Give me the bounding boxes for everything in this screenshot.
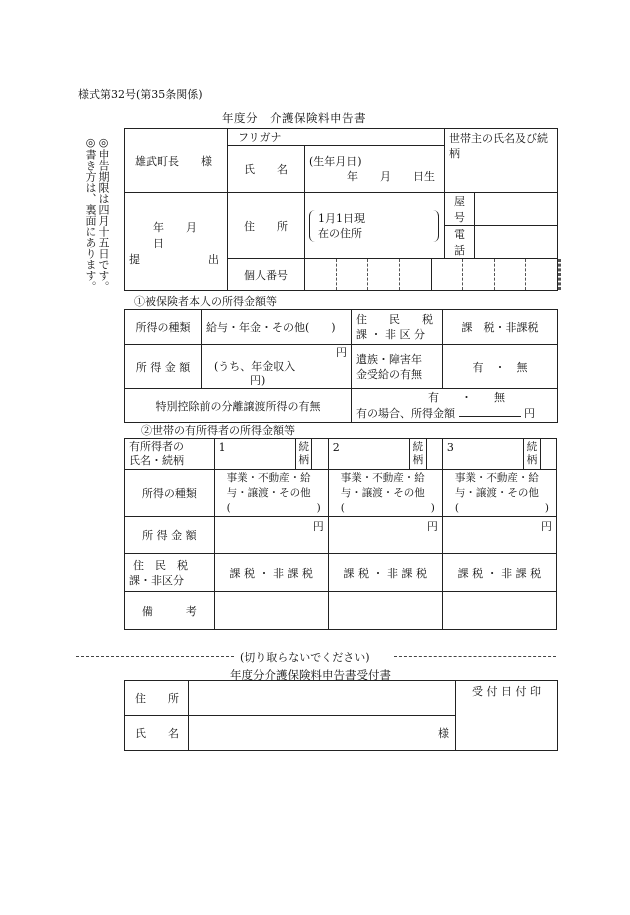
- relation-label: 続: [526, 441, 538, 453]
- section2-heading: ②世帯の有所得者の所得金額等: [141, 424, 295, 437]
- remarks-label-cell: [125, 592, 215, 630]
- pension-yen: 円): [250, 374, 266, 387]
- receipt-address-field[interactable]: [189, 681, 456, 716]
- section1-heading: ①被保険者本人の所得金額等: [134, 295, 277, 308]
- digit-box[interactable]: [431, 259, 463, 290]
- digit-box[interactable]: [525, 259, 557, 290]
- special-deduction-amount-label: 有の場合、所得金額: [356, 407, 455, 420]
- paren-close: ): [430, 501, 435, 514]
- income-type-line: 与・譲渡・その他: [226, 486, 311, 499]
- earner-name-field-3[interactable]: [442, 439, 524, 470]
- earner-income-type-field-1[interactable]: [214, 470, 328, 517]
- cut-line-left: [76, 656, 234, 657]
- receipt-title: 年度分介護保険料申告書受付書: [230, 668, 391, 682]
- earner-tax-field-3[interactable]: [442, 554, 556, 592]
- remarks-field-1[interactable]: [214, 592, 328, 630]
- digit-box[interactable]: [494, 259, 526, 290]
- special-deduction-field[interactable]: [352, 389, 558, 423]
- remarks-field-3[interactable]: [442, 592, 556, 630]
- income-type-line: 事業・不動産・給: [226, 471, 311, 484]
- address-note-bracket: [309, 210, 439, 242]
- name-label: 氏 名: [244, 163, 288, 176]
- income-type-line: 事業・不動産・給: [340, 471, 425, 484]
- mynumber-label: 個人番号: [244, 268, 288, 282]
- special-deduction-label-cell: [125, 389, 352, 423]
- relation-label-cell-1: [296, 439, 312, 470]
- relation-field-3[interactable]: [540, 439, 556, 470]
- yen-unit: 円: [541, 520, 552, 533]
- pension-income-line: [206, 360, 347, 388]
- submission-date: 年 月 日: [153, 220, 219, 250]
- earner-name-label-2: 氏名・続柄: [129, 454, 184, 467]
- receipt-table: [124, 680, 558, 751]
- phone-field[interactable]: [475, 226, 558, 259]
- receipt-address-label-cell: [125, 681, 189, 716]
- mynumber-field[interactable]: [305, 259, 558, 291]
- income-yen: 円: [336, 346, 347, 359]
- income-amount-field[interactable]: [202, 345, 352, 389]
- earner-name-field-1[interactable]: [214, 439, 296, 470]
- earner-income-amount-field-3[interactable]: [442, 517, 556, 554]
- relation-label: 柄: [412, 454, 424, 466]
- earner-number-1: 1: [218, 441, 226, 454]
- survivor-pension-label-2: 金受給の有無: [356, 367, 422, 381]
- address-field[interactable]: [305, 193, 445, 259]
- cut-line-right: [394, 656, 556, 657]
- house-label: 屋号: [454, 195, 466, 224]
- relation-label: 柄: [526, 454, 538, 466]
- name-field[interactable]: [305, 146, 445, 193]
- phone-label-cell: [445, 226, 475, 259]
- address-note-2: 在の住所: [318, 226, 362, 240]
- submission-date-cell: [125, 193, 228, 291]
- income-type-label-cell: [125, 310, 202, 345]
- pension-note: (うち、年金収入: [214, 360, 296, 373]
- remarks-label: 備 考: [141, 604, 197, 618]
- earner-tax-field-2[interactable]: [328, 554, 442, 592]
- receipt-stamp-label: 受 付 日 付 印: [472, 685, 541, 698]
- earner-income-type-field-2[interactable]: [328, 470, 442, 517]
- special-deduction-label: 特別控除前の分離譲渡所得の有無: [155, 399, 321, 413]
- paren-open: (: [340, 501, 345, 514]
- earner-tax-options: 課 税 ・ 非 課 税: [229, 566, 313, 580]
- resident-tax-label-1: 住 民 税: [356, 313, 433, 326]
- income-amount-label-cell: [125, 345, 202, 389]
- relation-label-cell-2: [410, 439, 426, 470]
- income-type-line: 与・譲渡・その他: [454, 486, 539, 499]
- note-deadline: ◎申告期限は四月十五日です。: [97, 136, 110, 292]
- relation-label-cell-3: [524, 439, 540, 470]
- filing-notes: [84, 136, 110, 306]
- earner-tax-label-2: 課・非区分: [129, 573, 184, 587]
- earner-number-3: 3: [446, 441, 454, 454]
- address-label: 住 所: [244, 219, 288, 233]
- earner-tax-label-1: 住 民 税: [133, 558, 188, 572]
- survivor-pension-field[interactable]: [443, 345, 558, 389]
- resident-tax-field[interactable]: [443, 310, 558, 345]
- household-income-table: [124, 438, 557, 630]
- yen-unit: 円: [312, 520, 324, 533]
- paren-open: (: [226, 501, 231, 514]
- digit-box[interactable]: [462, 259, 494, 290]
- furigana-label: フリガナ: [238, 131, 282, 144]
- income-type-field[interactable]: [202, 310, 352, 345]
- receipt-honorific: 様: [438, 727, 449, 740]
- receipt-name-label-cell: [125, 716, 189, 751]
- earner-tax-label-cell: [125, 554, 215, 592]
- income-type-parens: [341, 501, 439, 516]
- cut-line: [76, 649, 556, 663]
- birth-ymd: 年 月 日生: [347, 170, 435, 183]
- income-type-label: 所得の種類: [135, 321, 191, 334]
- name-label-cell: [228, 146, 305, 193]
- digit-box[interactable]: [367, 259, 399, 290]
- mynumber-digit-boxes: [305, 259, 557, 290]
- digit-box[interactable]: [399, 259, 431, 290]
- earner-name-label-1: 有所得者の: [129, 440, 184, 453]
- document-title: 年度分 介護保険料申告書: [222, 111, 366, 125]
- special-deduction-amount-line: [356, 405, 553, 421]
- note-instructions: ◎書き方は、裏面にあります。: [84, 136, 97, 292]
- household-head-label: 世帯主の氏名及び続柄: [449, 132, 549, 160]
- submit-char-2: 出: [208, 252, 219, 266]
- receipt-name-field[interactable]: [189, 716, 456, 751]
- resident-tax-options: 課 税・非課税: [461, 321, 539, 334]
- furigana-field[interactable]: [228, 129, 445, 146]
- earner-income-amount-field-2[interactable]: [328, 517, 442, 554]
- relation-label: 柄: [298, 454, 310, 466]
- special-deduction-amount-input[interactable]: [459, 405, 521, 417]
- relation-field-1[interactable]: [312, 439, 328, 470]
- income-type-options: 給与・年金・その他( ): [206, 321, 336, 334]
- house-name-field[interactable]: [475, 193, 558, 226]
- address-label-cell: [228, 193, 305, 259]
- resident-tax-label-cell: [352, 310, 443, 345]
- digit-box[interactable]: [336, 259, 368, 290]
- household-head-field[interactable]: [445, 129, 558, 193]
- address-note-1: 1月1日現: [318, 211, 365, 225]
- digit-box[interactable]: [560, 259, 561, 290]
- resident-tax-label-2: 課 ・ 非 区 分: [356, 328, 425, 341]
- earner-tax-options: 課 税 ・ 非 課 税: [457, 566, 542, 580]
- survivor-pension-label-cell: [352, 345, 443, 389]
- submission-label: [129, 252, 223, 268]
- mynumber-label-cell: [228, 259, 305, 291]
- earner-income-type-label: 所得の種類: [141, 487, 197, 500]
- earner-income-amount-label-cell: [125, 517, 215, 554]
- earner-number-2: 2: [332, 441, 340, 454]
- receipt-stamp-area: [456, 681, 558, 751]
- earner-income-amount-field-1[interactable]: [214, 517, 328, 554]
- earner-tax-field-1[interactable]: [214, 554, 328, 592]
- digit-box[interactable]: [305, 259, 336, 290]
- earner-income-type-label-cell: [125, 470, 215, 517]
- income-type-line: 事業・不動産・給: [454, 471, 539, 484]
- relation-label: 続: [298, 441, 310, 453]
- paren-close: ): [316, 501, 321, 514]
- earner-tax-options: 課 税 ・ 非 課 税: [343, 566, 428, 580]
- receipt-name-label: 氏 名: [135, 727, 179, 740]
- relation-field-2[interactable]: [426, 439, 442, 470]
- survivor-pension-options: 有 ・ 無: [472, 360, 528, 374]
- remarks-field-2[interactable]: [328, 592, 442, 630]
- self-income-table: [124, 309, 558, 423]
- earner-name-label-cell: [125, 439, 215, 470]
- addressee-cell: [125, 129, 228, 193]
- applicant-table: [124, 128, 558, 291]
- submit-char-1: 提: [129, 252, 140, 266]
- earner-name-field-2[interactable]: [328, 439, 410, 470]
- addressee: 雄武町長 様: [135, 154, 212, 168]
- earner-income-type-field-3[interactable]: [442, 470, 556, 517]
- income-type-parens: [227, 501, 325, 516]
- yen-unit: 円: [426, 520, 438, 533]
- paren-open: (: [454, 501, 459, 514]
- survivor-pension-label-1: 遺族・障害年: [356, 352, 422, 366]
- income-amount-label: 所 得 金 額: [135, 360, 191, 374]
- cut-line-text: (切り取らないでください): [236, 649, 374, 665]
- special-deduction-options: 有 ・ 無: [428, 391, 505, 404]
- paren-close: ): [544, 501, 549, 514]
- income-type-line: 与・譲渡・その他: [340, 486, 425, 499]
- income-type-parens: [455, 501, 553, 516]
- birth-label: (生年月日): [309, 155, 362, 168]
- special-deduction-yen: 円: [524, 407, 535, 420]
- phone-label: 電話: [454, 228, 466, 257]
- earner-income-amount-label: 所 得 金 額: [142, 529, 197, 542]
- relation-label: 続: [412, 441, 424, 453]
- receipt-address-label: 住 所: [135, 692, 179, 705]
- house-label-cell: [445, 193, 475, 226]
- form-number: 様式第32号(第35条関係): [78, 88, 203, 101]
